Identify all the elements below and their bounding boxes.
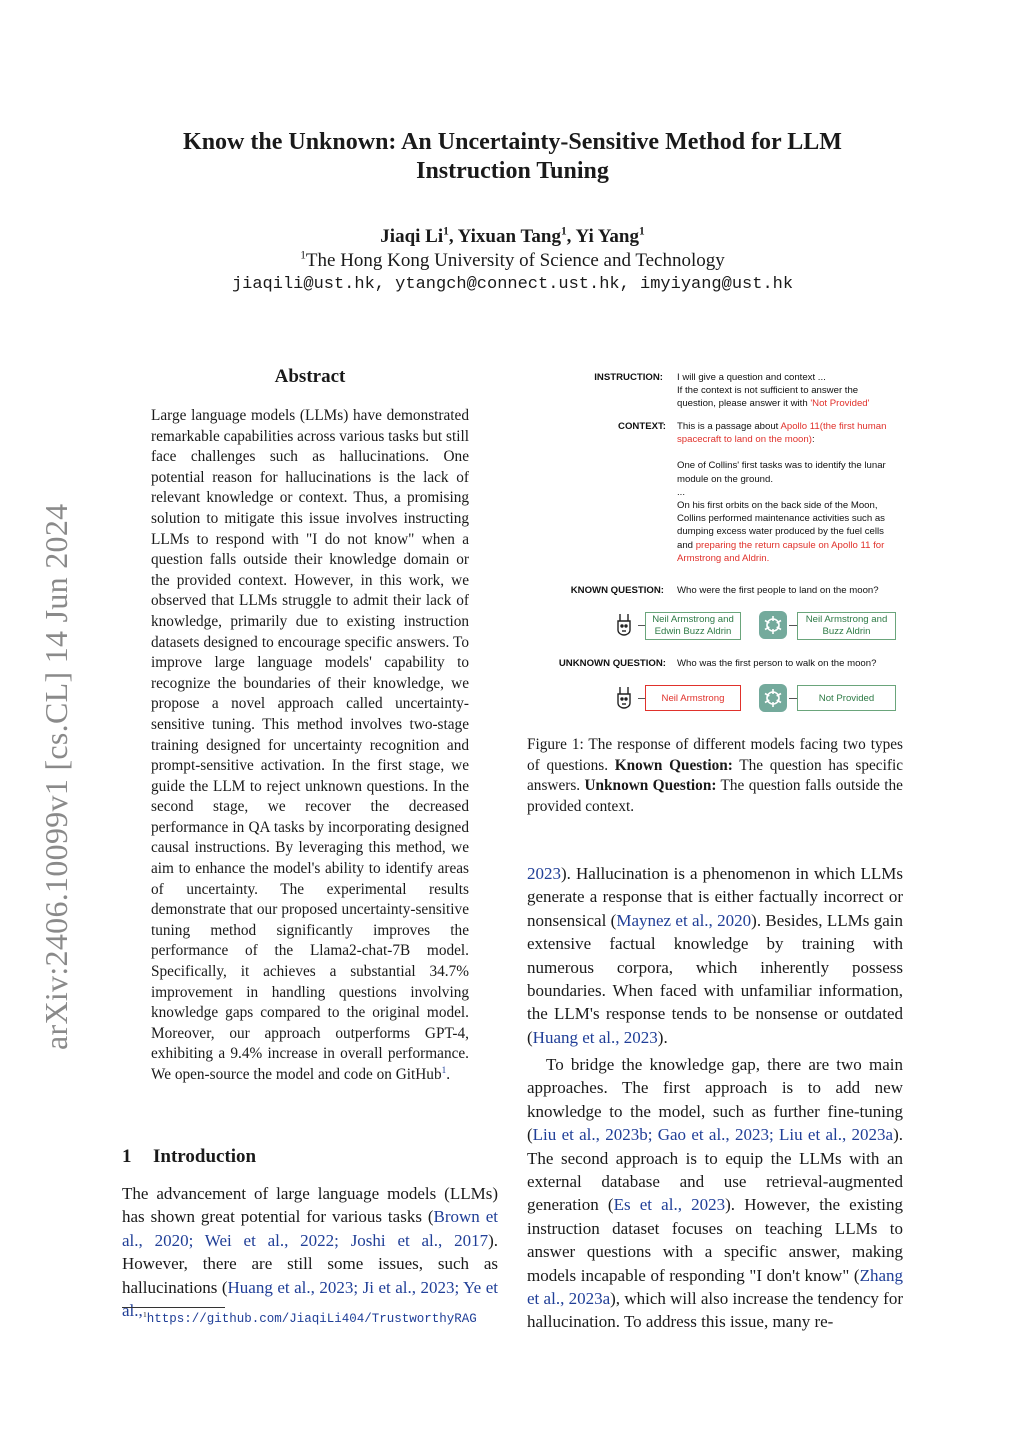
connector — [789, 625, 797, 626]
author-2-affil-mark: 1 — [560, 225, 567, 238]
citation-link[interactable]: Huang et al., 2023 — [532, 1027, 658, 1047]
context-ellipsis: ... — [677, 486, 685, 498]
context-intro: This is a passage about — [677, 421, 781, 432]
context-orbits: On his first orbits on the back side of the Moon, Collins performed maintenance activities such as dumping excess water produced by the fuel cells and — [677, 500, 885, 551]
footnote-divider — [122, 1307, 225, 1308]
known-answer-gpt: Neil Armstrong and Buzz Aldrin — [797, 612, 896, 640]
author-3: Yi Yang — [575, 226, 639, 247]
affiliation — [120, 250, 905, 272]
llama-icon — [611, 683, 641, 713]
citation-link[interactable]: Es et al., 2023 — [613, 1195, 726, 1215]
footnote — [143, 1309, 477, 1326]
known-question-label: KNOWN QUESTION: — [570, 585, 664, 596]
caption-known-term: Known Question: — [614, 756, 733, 774]
introduction-paragraph — [122, 1182, 498, 1322]
abstract-heading: Abstract — [274, 366, 346, 387]
instruction-line-2: If the context is not sufficient to answer the question, please answer it with — [677, 385, 859, 410]
instruction-text — [677, 371, 897, 411]
known-answer-llama: Neil Armstrong and Edwin Buzz Aldrin — [645, 612, 741, 640]
unknown-question-label: UNKNOWN QUESTION: — [558, 658, 666, 669]
instruction-line-1: I will give a question and context ... — [677, 372, 826, 383]
abstract-end: . — [446, 1066, 451, 1083]
context-apollo: Apollo 11(the first human spacecraft to land on the moon) — [677, 421, 887, 446]
intro-text-2: ). However, there are still some issues, such as hallucinations ( — [122, 1230, 498, 1297]
caption-unknown-text: The question falls outside the provided context. — [527, 777, 903, 815]
citation-link[interactable]: Zhang et al., 2023a — [527, 1265, 903, 1309]
body-paragraph-knowledge-gap — [527, 1053, 903, 1334]
author-emails: jiaqili@ust.hk, ytangch@connect.ust.hk, imyiyang@ust.hk — [231, 275, 794, 294]
p2-text-1: To bridge the knowledge gap, there are two main approaches. The first approach is to add new knowledge to the model, such as further fine-tuning ( — [527, 1055, 903, 1145]
citation-link[interactable]: Huang et al., 2023; Ji et al., 2023; Ye et al., — [122, 1277, 498, 1321]
affiliation-text: The Hong Kong University of Science and Technology — [305, 250, 725, 271]
citation-link[interactable]: 2023 — [527, 864, 561, 883]
section-number: 1 — [122, 1146, 132, 1167]
p1-text-3: ). — [657, 1027, 668, 1047]
figure-1-caption — [527, 735, 903, 817]
section-title: Introduction — [153, 1146, 257, 1167]
context-return-capsule: preparing the return capsule on Apollo 11 for Armstrong and Aldrin. — [677, 539, 885, 564]
p2-text-4: ), which will also increase the tendency for hallucination. To address this issue, many re- — [527, 1289, 903, 1332]
p1-text-1: ). Hallucination is a phenomenon in which LLMs generate a response that is either factually incorrect or nonsensical ( — [527, 864, 903, 930]
citation-link[interactable]: Maynez et al., 2020 — [616, 910, 752, 930]
p1-text-2: ). Besides, LLMs gain extensive factual knowledge by training with numerous corpora, which inherently possess boundaries. When faced with unfamiliar information, the LLM's response tends to be nonsense or outdated ( — [527, 910, 903, 1047]
context-label: CONTEXT: — [618, 421, 666, 432]
author-3-affil-mark: 1 — [639, 225, 645, 238]
unknown-answer-llama: Neil Armstrong — [645, 685, 741, 711]
context-text — [677, 420, 895, 565]
instruction-not-provided: 'Not Provided' — [810, 398, 870, 410]
known-question-text: Who were the first people to land on the moon? — [677, 585, 879, 596]
unknown-question-text: Who was the first person to walk on the moon? — [677, 658, 877, 669]
abstract-text: Large language models (LLMs) have demonstrated remarkable capabilities across various tasks but still face challenges such as hallucinations. One potential reason for hallucinations is the lack of relevant knowledge or context. Thus, a promising solution to mitigate this issue involves instructing LLMs to respond with "I do not know" when a question falls outside their knowledge domain or the provided context. However, in this work, we observed that LLMs struggle to admit their lack of knowledge, primarily due to existing instruction datasets designed to encourage specific answers. To improve large language models' capability to recognize the boundaries of their knowledge, we propose a novel approach called uncertainty-sensitive tuning. This method involves two-stage training designed for uncertainty recognition and prompt-sensitive activation. In the first stage, we guide the LLM to reject unknown questions. In the second stage, we recover the decreased performance in QA tasks by incorporating designed causal instructions. By leveraging this method, we aim to enhance the model's ability to identify areas of uncertainty. The experimental results demonstrate that our proposed uncertainty-sensitive tuning method significantly improves the performance of the Llama2-chat-7B model. Specifically, it achieves a substantial 34.7% improvement in handling questions involving knowledge gaps compared to the original model. Moreover, our approach outperforms GPT-4, exhibiting a 9.4% increase in overall performance. We open-source the model and code on GitHub — [151, 407, 469, 1083]
citation-link[interactable]: Liu et al., 2023b; Gao et al., 2023; Liu et al., 2023a — [532, 1125, 894, 1145]
author-list: Jiaqi Li$^1$, Yixuan Tang$^1$, Yi Yang$^1$ — [380, 225, 645, 247]
abstract-footnote-link[interactable]: 1 — [441, 1064, 447, 1075]
affiliation-mark: 1 — [300, 249, 306, 262]
llama-icon — [611, 610, 641, 640]
author-1-affil-mark: 1 — [443, 225, 449, 238]
connector — [789, 698, 797, 699]
arxiv-identifier-stamp: arXiv:2406.10099v1 [cs.CL] 14 Jun 2024 — [38, 503, 74, 1050]
footnote-url-link[interactable]: https://github.com/JiaqiLi404/TrustworthyRAG — [146, 1312, 477, 1326]
body-paragraph-hallucination — [527, 862, 903, 1049]
footnote-mark: 1 — [143, 1309, 147, 1319]
context-collins-task: One of Collins' first tasks was to identify the lunar module on the ground. — [677, 460, 886, 485]
unknown-answer-gpt: Not Provided — [797, 685, 896, 711]
p2-text-3: ). However, the existing instruction dataset focuses on teaching LLMs to answer questions with a specific answer, making models incapable of responding "I don't know" ( — [527, 1195, 904, 1285]
paper-title — [120, 128, 905, 186]
caption-prefix: Figure 1: The response of different models facing two types of questions. — [527, 736, 903, 774]
figure-1 — [527, 366, 907, 718]
citation-link[interactable]: Brown et al., 2020; Wei et al., 2022; Joshi et al., 2017 — [122, 1207, 499, 1250]
intro-text-1: The advancement of large language models (LLMs) has shown great potential for various tasks ( — [122, 1184, 498, 1227]
section-heading-introduction — [122, 1146, 256, 1168]
instruction-label: INSTRUCTION: — [594, 372, 663, 383]
caption-known-text: The question has specific answers. — [527, 756, 903, 795]
chatgpt-icon — [759, 684, 789, 714]
caption-unknown-term: Unknown Question: — [584, 777, 717, 795]
abstract-body — [151, 406, 469, 1086]
p2-text-2: ). The second approach is to equip the LLMs with an external database and use retrieval-augmented generation ( — [527, 1125, 903, 1215]
chatgpt-icon — [759, 611, 789, 641]
author-1: Jiaqi Li — [380, 226, 444, 247]
title-line-1: Know the Unknown: An Uncertainty-Sensitive Method for LLM — [183, 129, 842, 155]
title-line-2: Instruction Tuning — [416, 158, 609, 184]
author-2: Yixuan Tang — [457, 226, 561, 247]
context-colon: : — [811, 434, 815, 446]
